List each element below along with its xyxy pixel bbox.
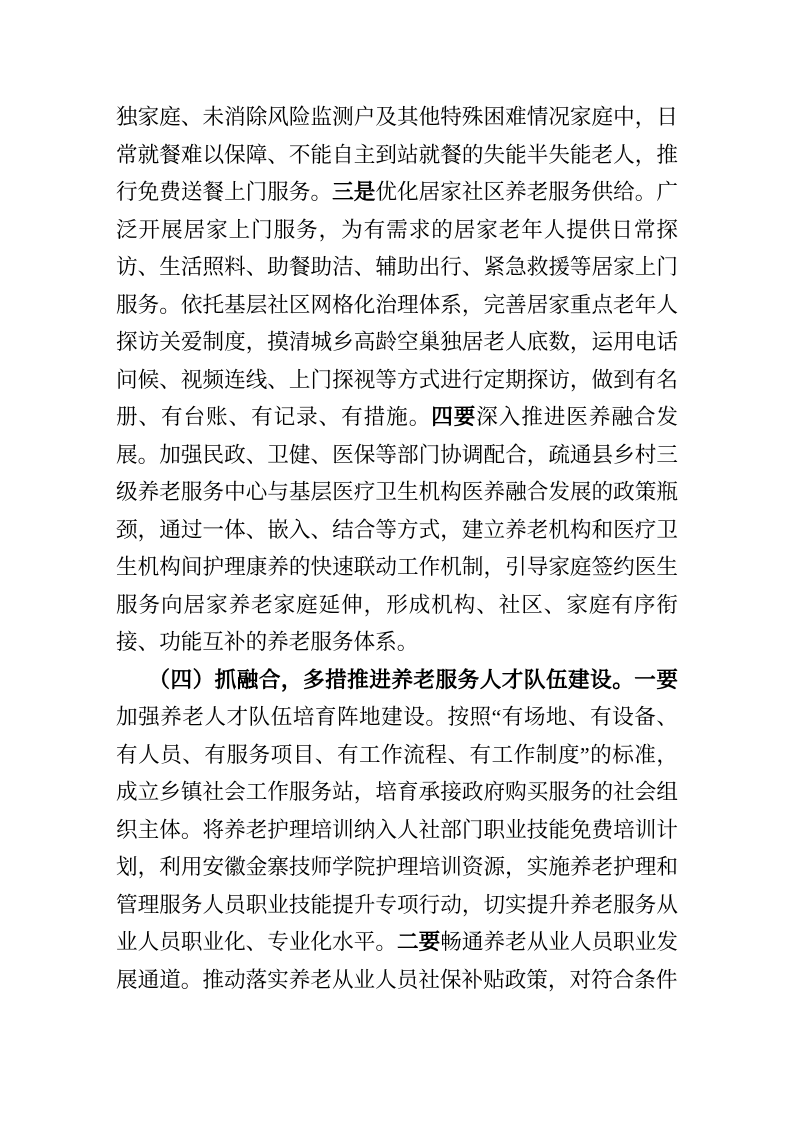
- text-run: 深入推进医养融合发展。加强民政、卫健、医保等部门协调配合，疏通县乡村三级养老服务中心与基层医疗卫生机构医养融合发展的政策瓶颈，通过一体、嵌入、结合等方式，建立养老机构和医疗卫生机构间护理康养的快速联动工作机制，引导家庭签约医生服务向居家养老家庭延伸，形成机构、社区、家庭有序衔接、功能互补的养老服务体系。: [116, 405, 678, 654]
- text-run-bold: 四要: [431, 405, 477, 429]
- text-run: 独家庭、未消除风险监测户及其他特殊困难情况家庭中，日常就餐难以保障、不能自主到站就餐的失能半失能老人，推行免费送餐上门服务。: [116, 105, 678, 204]
- paragraph-section-four: [116, 662, 678, 1000]
- text-run-bold: 二要: [397, 930, 441, 954]
- text-run: 畅通养老从业人员职业发展通道。推动落实养老从业人员社保补贴政策，对符合条件: [116, 930, 678, 992]
- text-run-bold: （四）抓融合，多措推进养老服务人才队伍建设。一要: [148, 667, 678, 692]
- paragraph-continuation: [116, 99, 678, 662]
- document-body: [116, 99, 678, 999]
- text-run-bold: 三是: [332, 180, 376, 204]
- text-run: 加强养老人才队伍培育阵地建设。按照“有场地、有设备、有人员、有服务项目、有工作流程、有工作制度”的标准，成立乡镇社会工作服务站，培育承接政府购买服务的社会组织主体。将养老护理培训纳入人社部门职业技能免费培训计划，利用安徽金寨技师学院护理培训资源，实施养老护理和管理服务人员职业技能提升专项行动，切实提升养老服务从业人员职业化、专业化水平。: [116, 705, 678, 954]
- text-run: 优化居家社区养老服务供给。广泛开展居家上门服务，为有需求的居家老年人提供日常探访、生活照料、助餐助洁、辅助出行、紧急救援等居家上门服务。依托基层社区网格化治理体系，完善居家重点老年人探访关爱制度，摸清城乡高龄空巢独居老人底数，运用电话问候、视频连线、上门探视等方式进行定期探访，做到有名册、有台账、有记录、有措施。: [116, 180, 678, 429]
